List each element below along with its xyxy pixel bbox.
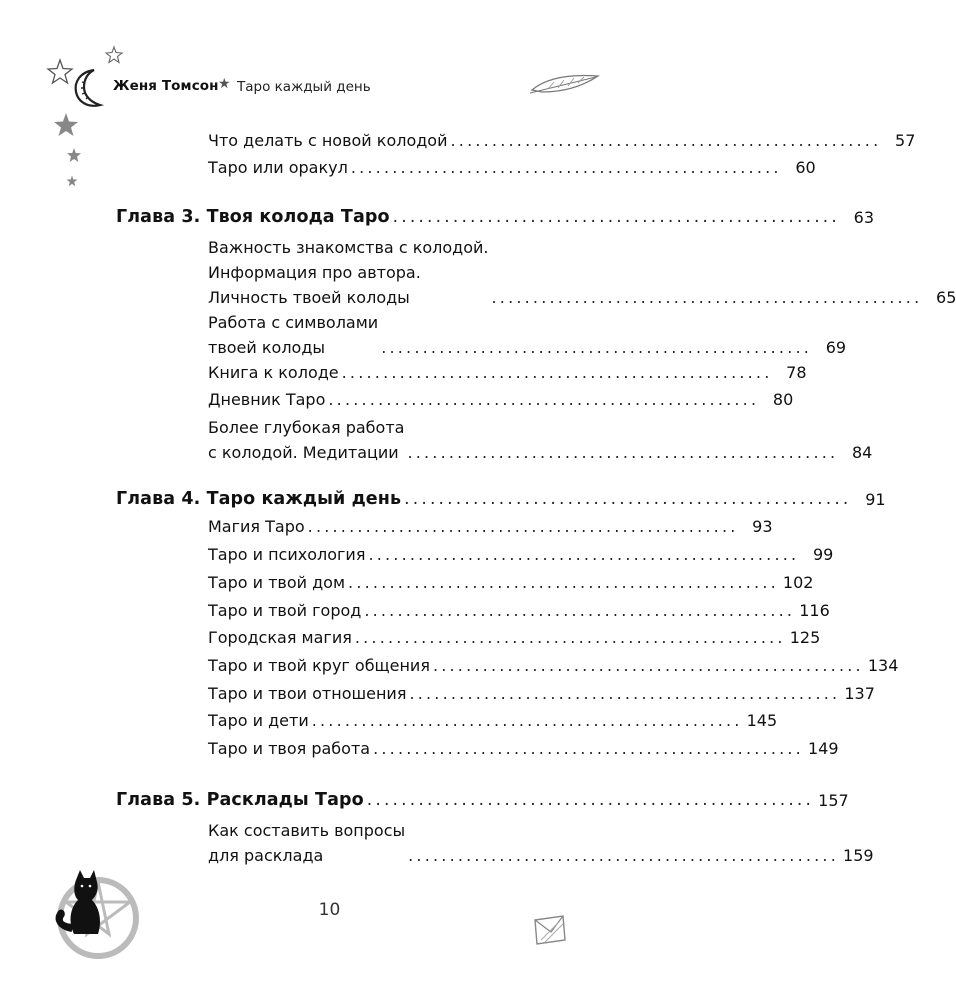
toc-entry-title: Как составить вопросы для расклада — [208, 821, 406, 865]
toc-entry-title: Глава 3. Твоя колода Таро — [116, 207, 390, 227]
book-title: Таро каждый день — [237, 79, 371, 95]
toc-entry-page: 93 — [752, 517, 773, 536]
toc-entry — [208, 514, 773, 539]
toc-entry-page: 137 — [844, 684, 875, 703]
toc-entry-page: 102 — [782, 573, 814, 592]
toc-leader-dots: .................................................... — [364, 601, 796, 620]
star-outline-small-icon — [104, 45, 124, 65]
toc-entry — [208, 542, 834, 567]
toc-entry-title: Таро и твой город — [208, 601, 362, 620]
toc-entry-title: Таро и дети — [208, 711, 309, 730]
toc-entry-page: 60 — [795, 158, 816, 177]
author-name: Женя Томсон — [113, 78, 219, 94]
toc-leader-dots: .................................................... — [307, 517, 739, 536]
toc-entry — [208, 653, 899, 678]
star-filled-icon — [53, 112, 79, 138]
toc-entry-title: Дневник Таро — [208, 390, 326, 409]
toc-entry-title: Книга к колоде — [208, 363, 339, 382]
toc-entry — [208, 128, 916, 153]
toc-entry-title: Глава 5. Расклады Таро — [116, 790, 364, 810]
toc-entry — [208, 360, 807, 385]
toc-entry-page: 159 — [843, 846, 874, 865]
toc-leader-dots: .................................................... — [311, 711, 743, 730]
toc-chapter-entry — [116, 205, 875, 230]
toc-entry — [208, 818, 874, 868]
toc-entry-page: 69 — [825, 338, 847, 357]
separator-star-icon: ★ — [218, 76, 231, 92]
toc-leader-dots: .................................................... — [408, 846, 840, 865]
toc-entry-page: 99 — [812, 545, 834, 564]
toc-entry-title: Магия Таро — [208, 517, 305, 536]
toc-entry-title: Городская магия — [208, 628, 352, 647]
toc-leader-dots: .................................................... — [350, 158, 782, 177]
toc-leader-dots: .................................................... — [354, 628, 786, 647]
crescent-moon-icon — [68, 66, 108, 110]
toc-leader-dots: .................................................... — [348, 573, 779, 592]
toc-entry-page: 63 — [853, 208, 875, 227]
toc-entry — [208, 708, 778, 733]
toc-entry — [208, 387, 794, 412]
toc-entry-title: Более глубокая работа с колодой. Медитации — [208, 418, 405, 462]
toc-entry — [208, 415, 873, 465]
toc-entry — [208, 310, 847, 360]
toc-entry — [208, 625, 821, 650]
toc-entry-title: Глава 4. Таро каждый день — [116, 489, 402, 509]
toc-entry-page: 145 — [746, 711, 778, 730]
toc-entry — [208, 155, 816, 180]
toc-entry — [208, 681, 875, 706]
toc-chapter-entry — [116, 788, 849, 813]
toc-entry-page: 91 — [865, 490, 886, 509]
toc-entry-title: Важность знакомства с колодой. Информация про автора. Личность твоей колоды — [208, 238, 489, 307]
toc-leader-dots: .................................................... — [381, 338, 813, 357]
toc-entry-page: 84 — [851, 443, 873, 462]
envelope-sketch-icon — [529, 912, 569, 946]
toc-leader-dots: .................................................... — [373, 739, 804, 758]
toc-entry-title: Таро или оракул — [208, 158, 348, 177]
toc-leader-dots: .................................................... — [328, 390, 760, 409]
toc-chapter-entry — [116, 487, 886, 512]
toc-entry-page: 149 — [807, 739, 839, 758]
toc-entry-title: Таро и твои отношения — [208, 684, 407, 703]
toc-entry — [208, 598, 830, 623]
toc-entry-page: 65 — [936, 288, 956, 307]
toc-entry-title: Таро и твой дом — [208, 573, 346, 592]
toc-entry — [208, 570, 814, 595]
toc-entry-title: Таро и психология — [208, 545, 366, 564]
toc-entry-page: 78 — [786, 363, 807, 382]
toc-entry-title: Что делать с новой колодой — [208, 131, 448, 150]
toc-leader-dots: .................................................... — [368, 545, 800, 564]
toc-leader-dots: .................................................... — [409, 684, 841, 703]
toc-leader-dots: .................................................... — [404, 489, 852, 509]
toc-entry-page: 125 — [789, 628, 821, 647]
toc-entry-title: Таро и твоя работа — [208, 739, 371, 758]
toc-entry-title: Таро и твой круг общения — [208, 656, 430, 675]
toc-entry — [208, 235, 956, 310]
toc-leader-dots: .................................................... — [341, 363, 773, 382]
toc-entry-page: 157 — [818, 791, 849, 810]
toc-leader-dots: .................................................... — [432, 656, 864, 675]
toc-entry — [208, 736, 839, 761]
toc-leader-dots: .................................................... — [407, 443, 839, 462]
star-filled-tiny-icon — [66, 175, 78, 187]
toc-leader-dots: .................................................... — [450, 131, 882, 150]
toc-leader-dots: .................................................... — [392, 207, 841, 227]
toc-entry-page: 80 — [772, 390, 794, 409]
page-number: 10 — [318, 900, 341, 920]
toc-leader-dots: .................................................... — [491, 288, 923, 307]
toc-leader-dots: .................................................... — [366, 790, 815, 810]
toc-entry-title: Работа с символами твоей колоды — [208, 313, 379, 357]
toc-entry-page: 116 — [799, 601, 830, 620]
toc-entry-page: 134 — [867, 656, 899, 675]
toc-entry-page: 57 — [895, 131, 916, 150]
star-filled-small-icon — [66, 147, 82, 163]
feather-icon — [528, 68, 604, 98]
